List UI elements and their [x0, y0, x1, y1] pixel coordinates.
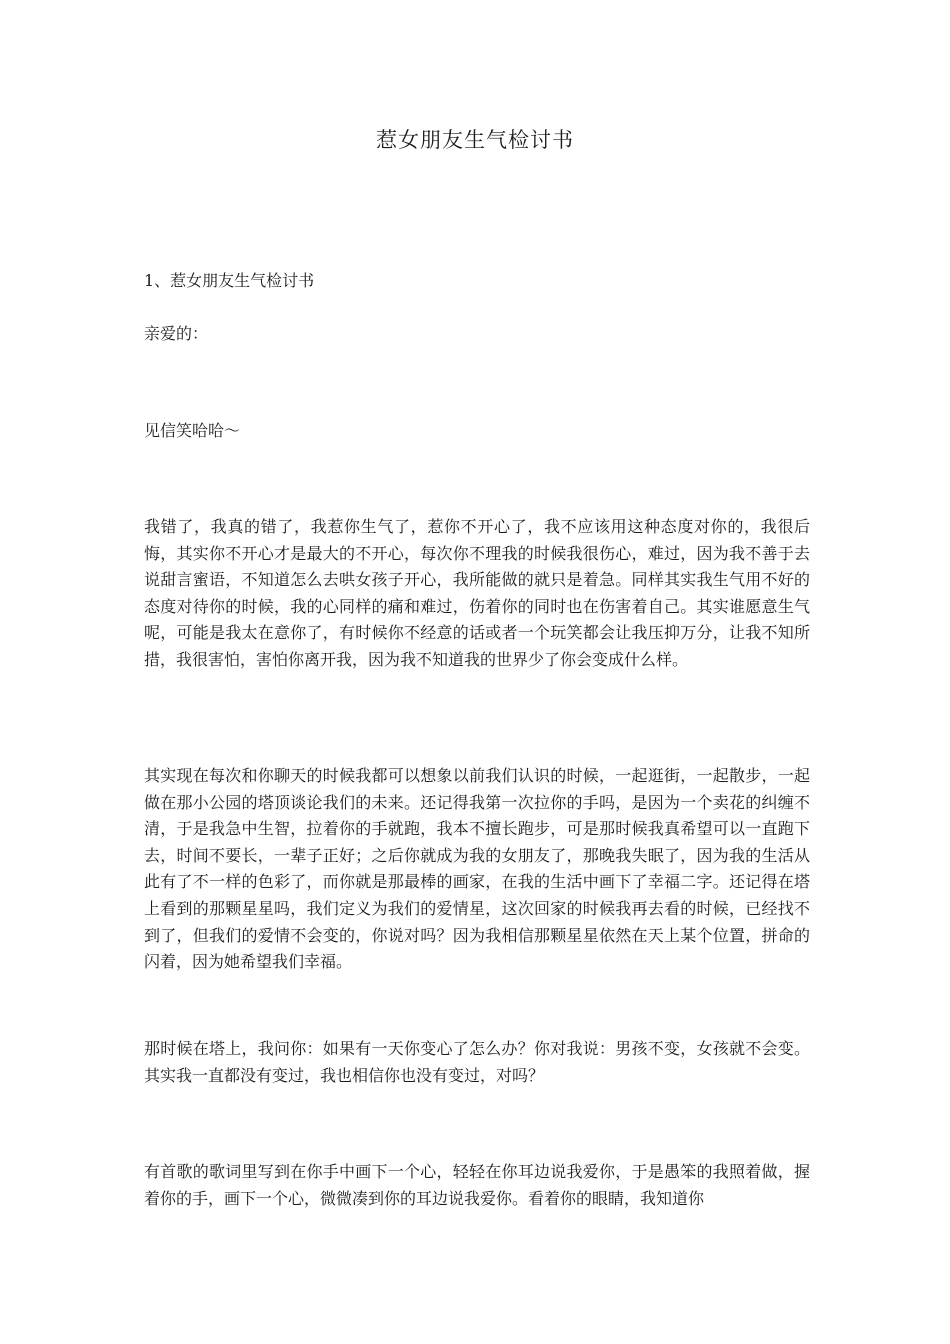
paragraph: 那时候在塔上，我问你：如果有一天你变心了怎么办？你对我说：男孩不变，女孩就不会变。其实我一直都没有变过，我也相信你也没有变过，对吗？ — [144, 1039, 810, 1085]
greeting: 见信笑哈哈～ — [144, 421, 241, 440]
paragraph: 其实现在每次和你聊天的时候我都可以想象以前我们认识的时候，一起逛街，一起散步，一起做在那小公园的塔顶谈论我们的未来。还记得我第一次拉你的手吗，是因为一个卖花的纠缠不清，于是我急中生智，拉着你的手就跑，我本不擅长跑步，可是那时候我真希望可以一直跑下去，时间不要长，一辈子正好；之后你就成为我的女朋友了，那晚我失眠了，因为我的生活从此有了不一样的色彩了，而你就是那最棒的画家，在我的生活中画下了幸福二字。还记得在塔上看到的那颗星星吗，我们定义为我们的爱情星，这次回家的时候我再去看的时候，已经找不到了，但我们的爱情不会变的，你说对吗？因为我相信那颗星星依然在天上某个位置，拼命的闪着，因为她希望我们幸福。 — [144, 766, 810, 972]
document-title: 惹女朋友生气检讨书 — [376, 128, 574, 152]
paragraph: 我错了，我真的错了，我惹你生气了，惹你不开心了，我不应该用这种态度对你的，我很后悔，其实你不开心才是最大的不开心，每次你不理我的时候我很伤心，难过，因为我不善于去说甜言蜜语，不知道怎么去哄女孩子开心，我所能做的就只是着急。同样其实我生气用不好的态度对待你的时候，我的心同样的痛和难过，伤着你的同时也在伤害着自己。其实谁愿意生气呢，可能是我太在意你了，有时候你不经意的话或者一个玩笑都会让我压抑万分，让我不知所措，我很害怕，害怕你离开我，因为我不知道我的世界少了你会变成什么样。 — [144, 517, 810, 669]
salutation: 亲爱的： — [144, 324, 209, 343]
section-heading: 1、惹女朋友生气检讨书 — [144, 271, 315, 290]
paragraph: 有首歌的歌词里写到在你手中画下一个心，轻轻在你耳边说我爱你，于是愚笨的我照着做，握着你的手，画下一个心，微微凑到你的耳边说我爱你。看着你的眼睛，我知道你 — [144, 1162, 810, 1208]
